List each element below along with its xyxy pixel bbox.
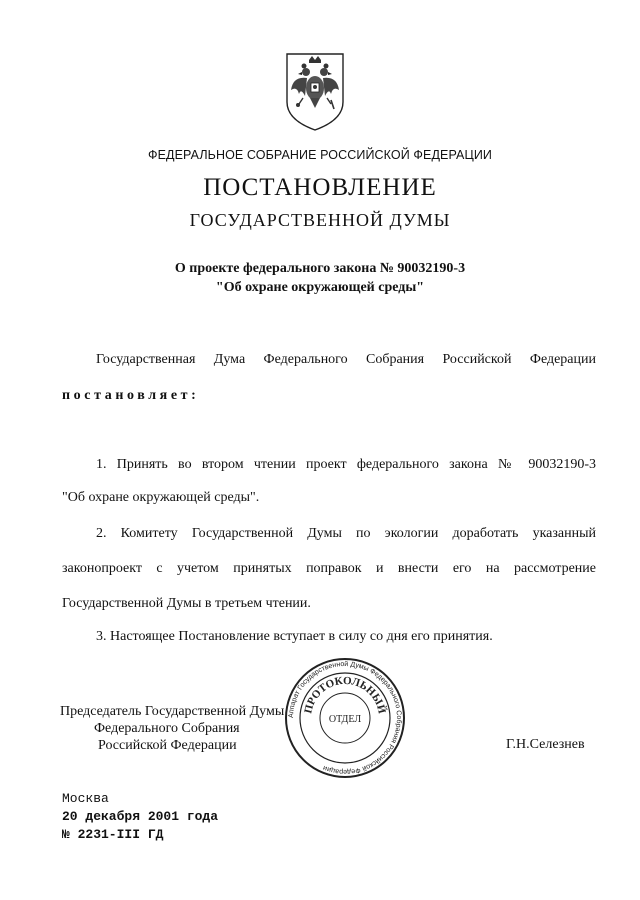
office-stamp: [283, 656, 407, 780]
decides-heading: постановляет:: [62, 388, 200, 403]
item-1-line-1: 1. Принять во втором чтении проект федерального закона № 90032190-3: [96, 457, 596, 472]
signer-name: Г.Н.Селезнев: [506, 737, 585, 752]
intro-paragraph: Государственная Дума Федерального Собрания Российской Федерации: [96, 352, 596, 367]
stamp-outer-text: Аппарат Государственной Думы Федерального Собрания Российской Федерации: [287, 660, 403, 776]
stamp-center-text: ОТДЕЛ: [328, 714, 362, 725]
stamp-middle-text: ПРОТОКОЛЬНЫЙ: [302, 674, 388, 715]
item-2-line-1: 2. Комитету Государственной Думы по экологии доработать указанный: [96, 526, 596, 541]
document-number: № 2231-III ГД: [62, 827, 164, 842]
subject-line-2: "Об охране окружающей среды": [215, 280, 425, 295]
document-footer: [62, 790, 218, 844]
item-3: 3. Настоящее Постановление вступает в силу со дня его принятия.: [96, 629, 493, 644]
parliament-name: ФЕДЕРАЛЬНОЕ СОБРАНИЕ РОССИЙСКОЙ ФЕДЕРАЦИИ: [147, 148, 493, 162]
city: Москва: [62, 791, 109, 806]
coat-of-arms-icon: [283, 50, 347, 134]
date: 20 декабря 2001 года: [62, 809, 219, 824]
issuer: ГОСУДАРСТВЕННОЙ ДУМЫ: [189, 210, 451, 230]
chairman-line-2: Федерального Собрания: [94, 721, 240, 736]
chairman-title: [60, 703, 284, 754]
chairman-line-3: Российской Федерации: [98, 738, 237, 753]
chairman-line-1: Председатель Государственной Думы: [60, 704, 285, 719]
item-2-line-3: Государственной Думы в третьем чтении.: [62, 596, 311, 611]
resolution-subject: [0, 259, 640, 297]
subject-line-1: О проекте федерального закона № 90032190-3: [174, 261, 466, 276]
item-2-line-2: законопроект с учетом принятых поправок и внести его на рассмотрение: [62, 561, 596, 576]
item-1-line-2: "Об охране окружающей среды".: [62, 490, 260, 505]
document-type: ПОСТАНОВЛЕНИЕ: [203, 174, 437, 201]
